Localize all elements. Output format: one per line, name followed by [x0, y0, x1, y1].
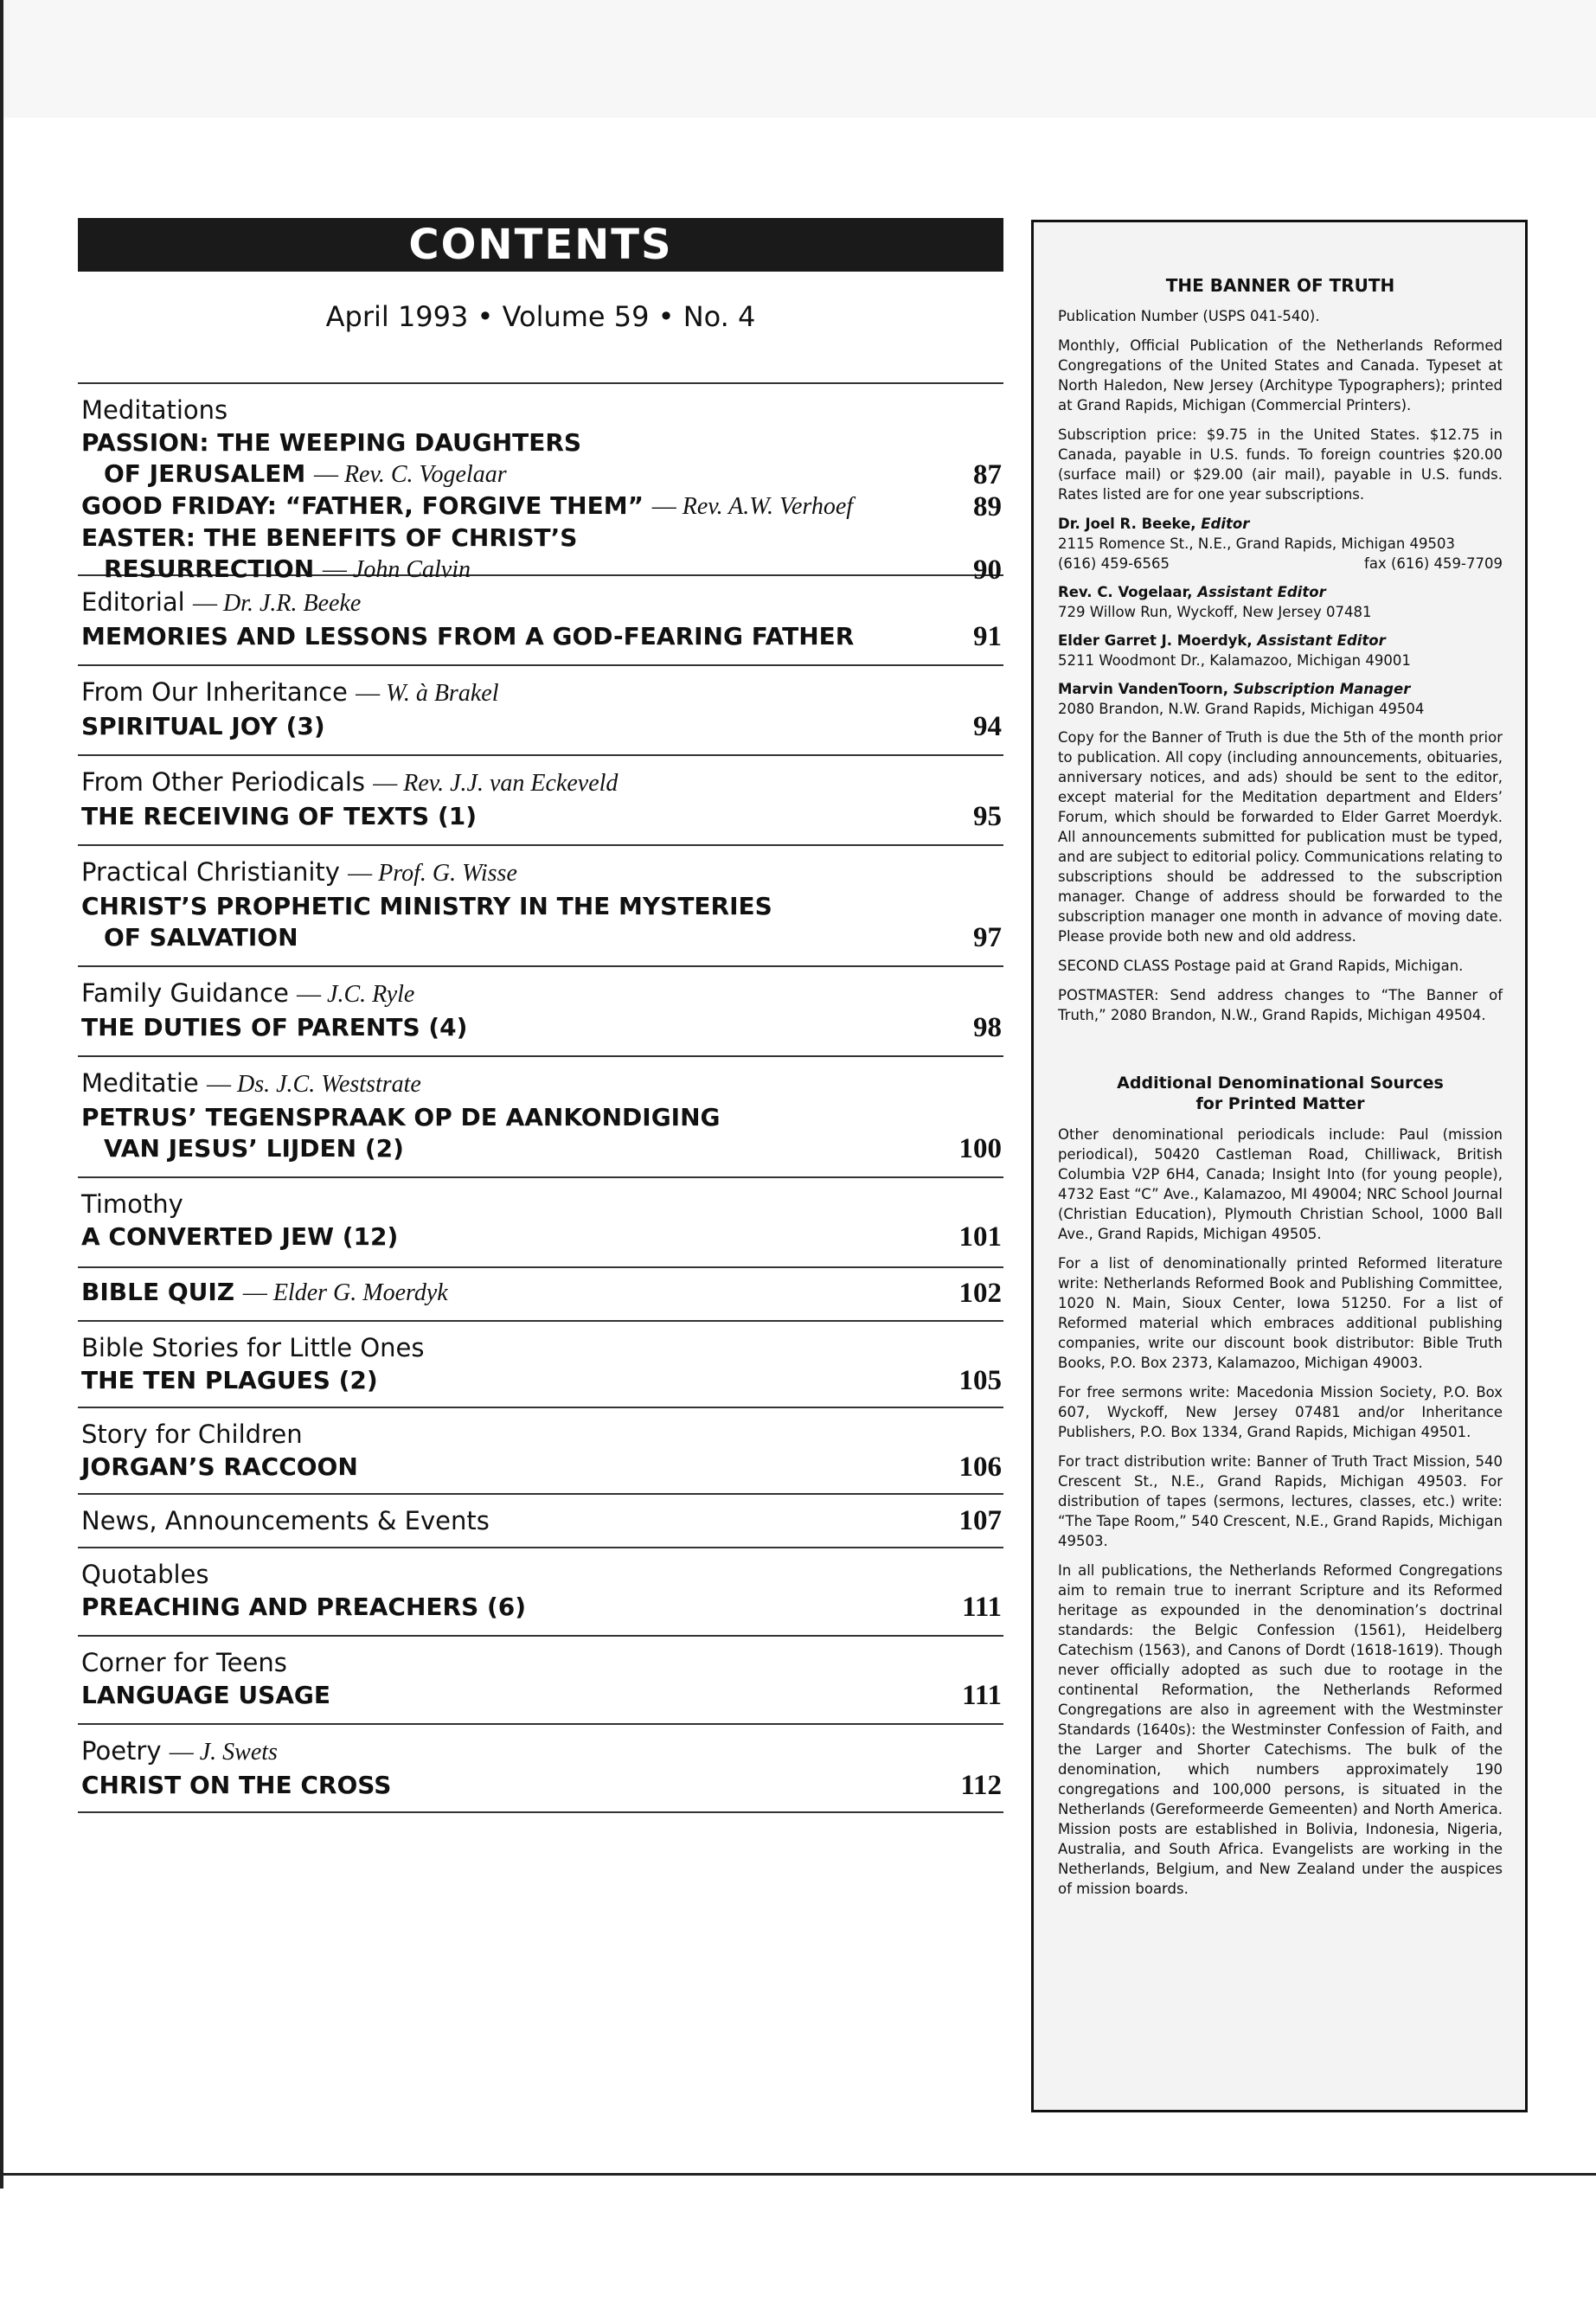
toc-entry-family-guidance[interactable]	[78, 967, 1003, 1057]
toc-author: Prof. G. Wisse	[378, 860, 517, 887]
assistant-editor-contact: Rev. C. Vogelaar, Assistant Editor 729 Willow Run, Wyckoff, New Jersey 07481	[1058, 584, 1372, 620]
page-top-band	[0, 0, 1596, 118]
toc-page-number: 100	[958, 1133, 1002, 1164]
toc-author: W. à Brakel	[386, 680, 499, 707]
doctrinal-statement: In all publications, the Netherlands Reformed Congregations aim to remain true to inerrant Scripture and its Reformed heritage as expounded in the denomination’s doctrinal standards: the Belgic Confession (1561), Heidelberg Catechism (1563), and Canons of Dordt (1618-1619). Though never officially adopted as such due to rootage in the continental Reformation, the Netherlands Reformed Congregations are also in agreement with the Westminster Standards (1640s): the Westminster Confession of Faith, and the Larger and Shorter Catechisms. The bulk of the denomination, which numbers approximately 190 congregations and 100,000 persons, is situated in the Netherlands (Gereformeerde Gemeenten) and North America. Mission posts are established in Bolivia, Indonesia, Nigeria, Australia, and South Africa. Evangelists are working in the Netherlands, Belgium, and New Zealand under the auspices of mission boards.	[1058, 1562, 1503, 1897]
toc-entry-bible-stories[interactable]	[78, 1322, 1003, 1408]
toc-section: Poetry — J. Swets	[81, 1736, 278, 1766]
toc-section: Editorial — Dr. J.R. Beeke	[81, 587, 362, 617]
page-bottom-rule	[0, 2173, 1596, 2176]
toc-section: Bible Stories for Little Ones	[81, 1333, 425, 1362]
toc-author: Rev. J.J. van Eckeveld	[403, 770, 619, 797]
toc-page-number: 89	[973, 491, 1002, 522]
toc-title: PASSION: THE WEEPING DAUGHTERS	[81, 428, 582, 457]
subscription-manager-contact: Marvin VandenToorn, Subscription Manager 2080 Brandon, N.W. Grand Rapids, Michigan 49504	[1058, 681, 1425, 717]
toc-section: Quotables	[81, 1560, 209, 1589]
toc-author: — John Calvin	[322, 556, 471, 583]
toc-page-number: 106	[958, 1452, 1002, 1483]
sources-heading: Additional Denominational Sources for Printed Matter	[1117, 1074, 1444, 1113]
toc-title: EASTER: THE BENEFITS OF CHRIST’S	[81, 523, 578, 552]
toc-section: Story for Children	[81, 1420, 303, 1449]
toc-title: RESURRECTION — John Calvin 90	[104, 554, 1002, 586]
toc-author: Ds. J.C. Weststrate	[236, 1071, 421, 1098]
issue-line: April 1993 • Volume 59 • No. 4	[325, 300, 756, 333]
toc-author: J. Swets	[199, 1739, 278, 1766]
publication-info: Monthly, Official Publication of the Netherlands Reformed Congregations of the United States and Canada. Typeset at North Haledon, New Jersey (Architype Typographers); printed at Grand Rapids, Michigan (Commercial Printers).	[1058, 337, 1503, 413]
toc-author: — Rev. C. Vogelaar	[313, 461, 507, 488]
toc-page-number: 91	[973, 621, 1002, 652]
toc-title: GOOD FRIDAY: “FATHER, FORGIVE THEM” — Rev. A.W. Verhoef 89	[81, 491, 1002, 522]
toc-section: Family Guidance — J.C. Ryle	[81, 978, 415, 1008]
table-of-contents	[78, 382, 1003, 1813]
toc-page-number: 102	[958, 1278, 1002, 1309]
masthead-title: THE BANNER OF TRUTH	[1165, 275, 1395, 296]
postmaster-note: POSTMASTER: Send address changes to “The Banner of Truth,” 2080 Brandon, N.W., Grand Rapids, Michigan 49504.	[1058, 987, 1503, 1023]
toc-page-number: 98	[973, 1012, 1002, 1043]
contents-header: CONTENTS	[78, 218, 1003, 272]
toc-title: A CONVERTED JEW (12) 101	[81, 1221, 1002, 1253]
toc-title: PETRUS’ TEGENSPRAAK OP DE AANKONDIGING	[81, 1103, 721, 1131]
toc-title: VAN JESUS’ LIJDEN (2) 100	[104, 1133, 1002, 1164]
toc-title: OF JERUSALEM — Rev. C. Vogelaar 87	[104, 459, 1002, 490]
copy-policy: Copy for the Banner of Truth is due the 5th of the month prior to publication. All copy (including announcements, obituaries, anniversary notices, and ads) should be sent to the editor, except material for the Meditation department and Elders’ Forum, which should be forwarded to Elder Garret Moerdyk. All announcements submitted for publication must be typed, and are subject to editorial policy. Communications relating to subscriptions should be addressed to the subscription manager. Change of address should be forwarded to the subscription manager one month in advance of moving date. Please provide both new and old address.	[1058, 729, 1503, 945]
publication-number: Publication Number (USPS 041-540).	[1058, 308, 1320, 324]
toc-author: J.C. Ryle	[327, 981, 415, 1008]
sermons-info: For free sermons write: Macedonia Mission Society, P.O. Box 607, Wyckoff, New Jersey 07481 and/or Inheritance Publishers, P.O. Box 1334, Grand Rapids, Michigan 49501.	[1058, 1384, 1503, 1440]
toc-author: — Rev. A.W. Verhoef	[651, 493, 854, 520]
toc-author: — Elder G. Moerdyk	[242, 1279, 448, 1306]
toc-page-number: 95	[973, 801, 1002, 832]
toc-section: Meditatie — Ds. J.C. Weststrate	[81, 1068, 421, 1098]
toc-title: THE TEN PLAGUES (2) 105	[81, 1365, 1002, 1396]
toc-title: OF SALVATION 97	[104, 922, 1002, 953]
editor-contact: Dr. Joel R. Beeke, Editor 2115 Romence St., N.E., Grand Rapids, Michigan 49503 (616) 459-6565 fax (616) 459-7709	[1058, 516, 1503, 572]
toc-entry-quotables[interactable]	[78, 1548, 1003, 1637]
assistant-editor-contact: Elder Garret J. Moerdyk, Assistant Editor 5211 Woodmont Dr., Kalamazoo, Michigan 49001	[1058, 632, 1411, 669]
toc-section: From Other Periodicals — Rev. J.J. van Eckeveld	[81, 767, 619, 797]
toc-title: THE RECEIVING OF TEXTS (1) 95	[81, 801, 1002, 832]
toc-entry-inheritance[interactable]	[78, 666, 1003, 756]
literature-info: For a list of denominationally printed Reformed literature write: Netherlands Reformed Book and Publishing Committee, 1020 N. Main, Sioux Center, Iowa 51250. For a list of Reformed material which embraces additional publishing companies, write our discount book distributor: Bible Truth Books, P.O. Box 2373, Kalamazoo, Michigan 49003.	[1058, 1255, 1503, 1371]
toc-section: From Our Inheritance — W. à Brakel	[81, 677, 499, 707]
toc-page-number: 101	[958, 1221, 1002, 1253]
toc-author: Dr. J.R. Beeke	[222, 590, 362, 617]
toc-page-number: 90	[973, 554, 1002, 586]
toc-entry-bible-quiz[interactable]	[78, 1268, 1003, 1322]
toc-page-number: 111	[962, 1592, 1002, 1623]
page-left-edge	[0, 0, 3, 2189]
toc-entry-timothy[interactable]	[78, 1178, 1003, 1268]
toc-page-number: 105	[958, 1365, 1002, 1396]
toc-title: THE DUTIES OF PARENTS (4) 98	[81, 1012, 1002, 1043]
toc-title: MEMORIES AND LESSONS FROM A GOD-FEARING FATHER 91	[81, 621, 1002, 652]
toc-title: CHRIST’S PROPHETIC MINISTRY IN THE MYSTERIES	[81, 892, 772, 920]
toc-entry-meditations[interactable]	[78, 384, 1003, 586]
toc-entry-periodicals[interactable]	[78, 756, 1003, 846]
toc-title: PREACHING AND PREACHERS (6) 111	[81, 1592, 1002, 1623]
toc-entry-practical-christianity[interactable]	[78, 846, 1003, 967]
toc-title: LANGUAGE USAGE 111	[81, 1680, 1002, 1711]
subscription-info: Subscription price: $9.75 in the United States. $12.75 in Canada, payable in U.S. funds. To foreign countries $20.00 (surface mail) or $29.00 (air mail), payable in U.S. funds. Rates listed are for one year subscriptions.	[1058, 426, 1503, 503]
contents-column	[78, 218, 1003, 1813]
masthead-sidebar	[1031, 220, 1528, 2112]
toc-entry-meditatie[interactable]	[78, 1057, 1003, 1178]
toc-section: Corner for Teens	[81, 1648, 287, 1677]
toc-entry-story-for-children[interactable]	[78, 1408, 1003, 1495]
toc-section: Timothy	[81, 1189, 183, 1219]
toc-section: News, Announcements & Events 107	[81, 1505, 1002, 1536]
toc-section: Meditations	[81, 395, 228, 425]
toc-page-number: 97	[973, 922, 1002, 953]
toc-entry-editorial[interactable]	[78, 576, 1003, 666]
toc-page-number: 107	[958, 1505, 1002, 1536]
toc-page-number: 87	[973, 459, 1002, 490]
toc-section: Practical Christianity — Prof. G. Wisse	[81, 857, 517, 887]
toc-title: BIBLE QUIZ — Elder G. Moerdyk 102	[81, 1278, 1002, 1309]
toc-page-number: 111	[962, 1680, 1002, 1711]
toc-entry-poetry[interactable]	[78, 1725, 1003, 1813]
toc-entry-corner-for-teens[interactable]	[78, 1637, 1003, 1725]
tracts-info: For tract distribution write: Banner of Truth Tract Mission, 540 Crescent St., N.E., Grand Rapids, Michigan 49503. For distribution of tapes (sermons, lectures, classes, etc.) write: “The Tape Room,” 540 Crescent, N.E., Grand Rapids, Michigan 49503.	[1058, 1453, 1503, 1549]
toc-title: JORGAN’S RACCOON 106	[81, 1452, 1002, 1483]
toc-page-number: 94	[973, 711, 1002, 742]
toc-title: CHRIST ON THE CROSS 112	[81, 1770, 1002, 1801]
toc-page-number: 112	[960, 1770, 1002, 1801]
periodicals-info: Other denominational periodicals include: Paul (mission periodical), 50420 Castleman Road, Chilliwack, British Columbia V2P 6H4, Canada; Insight Into (for young people), 4732 East “C” Ave., Kalamazoo, MI 49004; NRC School Journal (Christian Education), Plymouth Christian School, 1000 Ball Ave., Grand Rapids, Michigan 49505.	[1058, 1126, 1503, 1242]
toc-title: SPIRITUAL JOY (3) 94	[81, 711, 1002, 742]
toc-entry-news[interactable]	[78, 1495, 1003, 1548]
postage-note: SECOND CLASS Postage paid at Grand Rapids, Michigan.	[1058, 958, 1464, 974]
